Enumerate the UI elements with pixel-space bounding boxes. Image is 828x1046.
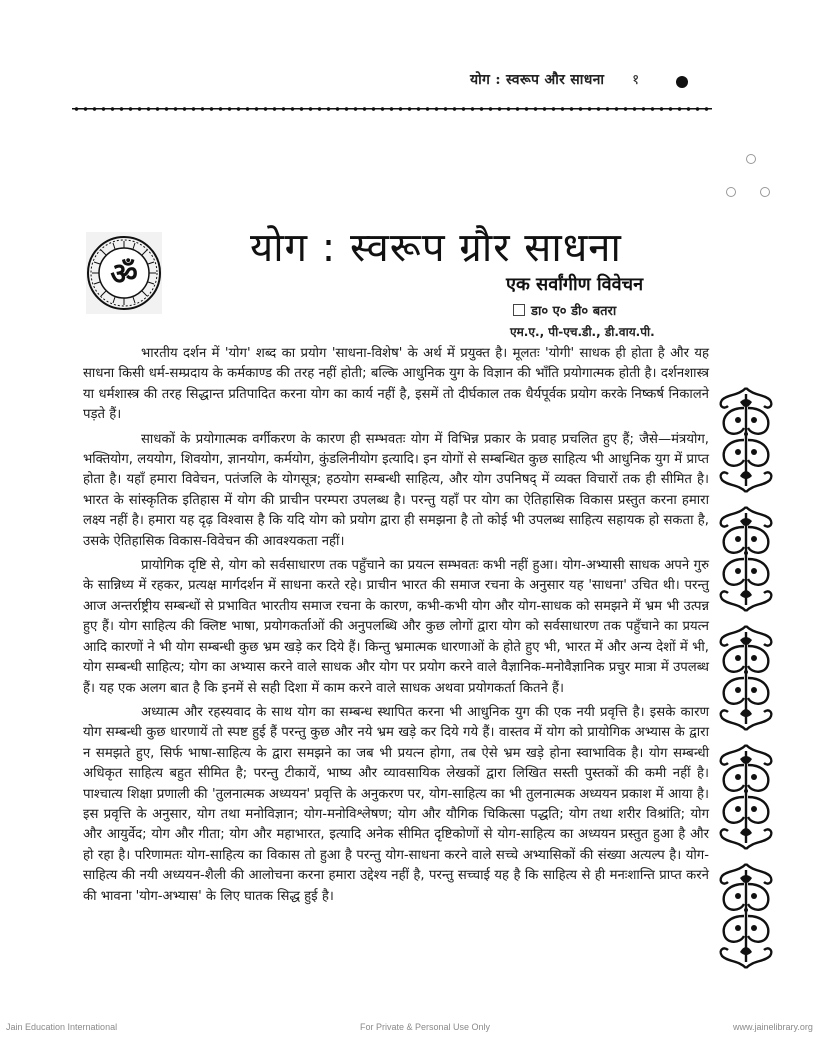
ring-dot-icon [726, 187, 736, 197]
om-symbol-icon [86, 232, 162, 314]
bullet-dot-icon [676, 76, 688, 88]
footer-publisher: Jain Education International [6, 1022, 118, 1032]
floral-ornament-icon [716, 743, 776, 851]
author-credentials: एम.ए., पी-एच.डी., डी.वाय.पी. [510, 325, 655, 339]
page-number: १ [632, 72, 640, 88]
svg-text:ॐ: ॐ [110, 257, 138, 292]
floral-ornament-icon [716, 624, 776, 732]
floral-ornament-icon [716, 862, 776, 970]
ring-dot-icon [746, 154, 756, 164]
footer-website-link[interactable]: www.jainelibrary.org [733, 1022, 813, 1032]
paragraph: भारतीय दर्शन में 'योग' शब्द का प्रयोग 'साधना-विशेष' के अर्थ में प्रयुक्त है। मूलतः 'योगी' साधक ही होता है और यह साधना किसी धर्म-सम्प्रदाय के कर्मकाण्ड की तरह नहीं होती; बल्कि आधुनिक युग के विज्ञान की भाँति प्रयोगात्मक होती है। दर्शनशास्त्र या धर्मशास्त्र की तरह सिद्धान्त प्रतिपादित करना योग का कार्य नहीं है, इसमें तो दीर्घकाल तक धैर्यपूर्वक प्रयोग करके निष्कर्ष निकालने पड़ते हैं। [83, 346, 709, 423]
article-body [83, 344, 709, 911]
paragraph: प्रायोगिक दृष्टि से, योग को सर्वसाधारण तक पहुँचाने का प्रयत्न सम्भवतः कभी नहीं हुआ। योग-अभ्यासी साधक अपने गुरु के सान्निध्य में रहकर, प्रत्यक्ष मार्गदर्शन में साधना करते रहे। प्राचीन भारत की समाज रचना के अनुसार यह 'साधना' उचित थी। परन्तु आज अन्तर्राष्ट्रीय सम्बन्धों से प्रभावित भारतीय समाज रचना के कारण, कभी-कभी योग और योग-साधक को समझने में भ्रम भी उत्पन्न हुए हैं। योग साहित्य की क्लिष्ट भाषा, प्रयोगकर्ताओं की अनुपलब्धि और कुछ लोगों द्वारा योग को सर्वसाधारण तक पहुँचाने का प्रयत्न आदि कारणों ने भी योग सम्बन्धी कुछ भ्रम खड़े कर दिये हैं। किन्तु भ्रमात्मक धारणाओं के होते हुए भी, भारत में और अन्य देशों में भी, योग सम्बन्धी साहित्य; योग का अभ्यास करने वाले साधक और योग पर प्रयोग करने वाले वैज्ञानिक-मनोवैज्ञानिक प्रचुर मात्रा में उपलब्ध हैं। यह एक अलग बात है कि इनमें से सही दिशा में काम करने वाले साधक अथवा प्रयोगकर्ता कितने हैं। [83, 558, 709, 696]
side-ornament-column [716, 386, 778, 981]
ring-dot-icon [760, 187, 770, 197]
checkbox-square-icon [513, 304, 525, 316]
paragraph: अध्यात्म और रहस्यवाद के साथ योग का सम्बन्ध स्थापित करना भी आधुनिक युग की एक नयी प्रवृत्ति है। इसके कारण योग सम्बन्धी कुछ धारणायें तो स्पष्ट हुई हैं परन्तु कुछ और नये भ्रम खड़े कर दिये गये हैं। वास्तव में योग को प्रायोगिक अभ्यास के द्वारा न समझते हुए, सिर्फ भाषा-साहित्य के द्वारा समझने का जब भी प्रयत्न होगा, तब ऐसे भ्रम खड़े होना स्वाभाविक है। योग सम्बन्धी अधिकृत साहित्य बहुत सीमित है; परन्तु टीकायें, भाष्य और व्यावसायिक लेखकों द्वारा लिखित सस्ती पुस्तकों की कमी नहीं है। पाश्चात्य शिक्षा प्रणाली की 'तुलनात्मक अध्ययन' प्रवृत्ति के अनुकरण पर, योग-साहित्य का भी तुलनात्मक अध्ययन प्रकाश में आया है। इस प्रवृत्ति के अनुसार, योग तथा मनोविज्ञान; योग-मनोविश्लेषण; योग और यौगिक चिकित्सा पद्धति; योग तथा शरीर विश्रांति; योग और आयुर्वेद; योग और गीता; योग और महाभारत, इत्यादि अनेक सीमित दृष्टिकोणों से योग-साहित्य का अध्ययन प्रस्तुत हुआ है और हो रहा है। परिणामतः योग-साहित्य का विकास तो हुआ है परन्तु योग-साधना करने वाले सच्चे अभ्यासिकों की संख्या अत्यल्प है। योग-साहित्य की नयी अध्ययन-शैली की आलोचना करना हमारा उद्देश्य नहीं है, परन्तु सच्चाई यह है कि साहित्य से ही मनःशान्ति प्राप्त करने की भावना 'योग-अभ्यास' के लिए घातक सिद्ध हुई है। [83, 704, 709, 904]
running-head-title: योग : स्वरूप और साधना [470, 72, 605, 88]
floral-ornament-icon [716, 505, 776, 613]
paragraph: साधकों के प्रयोगात्मक वर्गीकरण के कारण ही सम्भवतः योग में विभिन्न प्रकार के प्रवाह प्रचलित हुए हैं; जैसे—मंत्रयोग, भक्तियोग, लययोग, शिवयोग, ज्ञानयोग, कर्मयोग, कुंडलिनीयोग इत्यादि। इन योगों से सम्बन्धित कुछ साहित्य भी आधुनिक युग में प्राप्त होता है। यहाँ हमारा विवेचन, पतंजलि के योगसूत्र; हठयोग सम्बन्धी साहित्य, और योग उपनिषद् में व्यक्त विचारों तक ही सीमित है। भारत के सांस्कृतिक इतिहास में योग की प्राचीन परम्परा उपलब्ध है। परन्तु यहाँ पर योग का ऐतिहासिक विकास प्रस्तुत करना हमारा लक्ष्य नहीं है। हमारा यह दृढ़ विश्वास है कि यदि योग को प्रयोग द्वारा ही समझना है तो कोई भी उपलब्ध साहित्य सहायक हो सकता है, उसके ऐतिहासिक विकास-विवेचन की आवश्यकता नहीं। [83, 431, 709, 549]
footer-usage-notice: For Private & Personal Use Only [360, 1022, 491, 1032]
floral-ornament-icon [716, 386, 776, 494]
author-line [513, 301, 616, 319]
dotted-divider [72, 105, 712, 113]
article-title: योग : स्वरूप ग्रौर साधना [250, 225, 622, 271]
author-name: डा० ए० डी० बतरा [531, 304, 617, 319]
article-subtitle: एक सर्वांगीण विवेचन [506, 274, 644, 295]
